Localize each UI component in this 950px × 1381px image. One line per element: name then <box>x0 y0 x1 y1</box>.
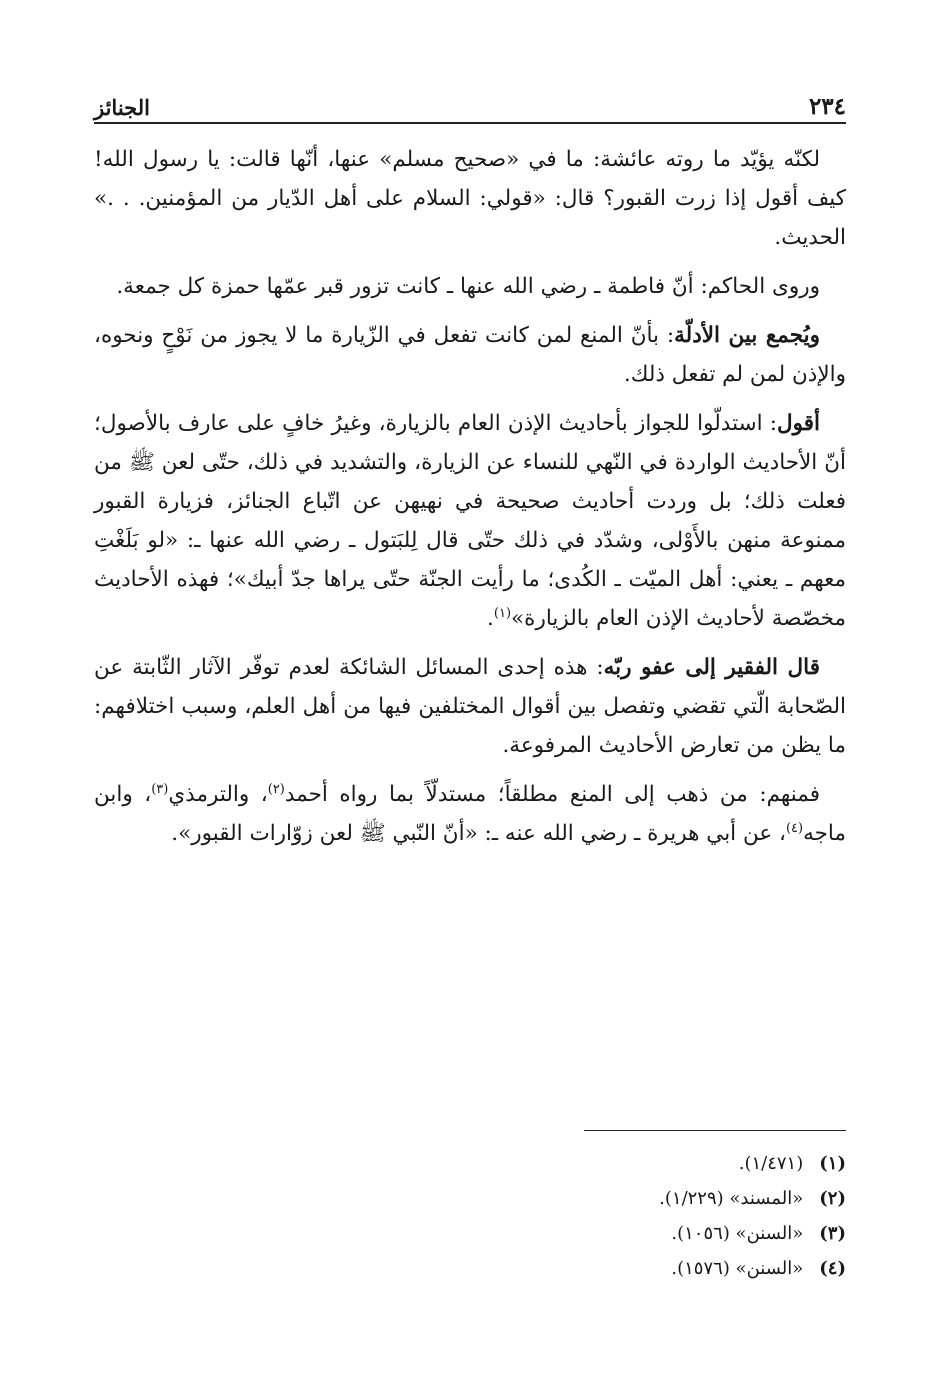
paragraph-text: : استدلّوا للجواز بأحاديث الإذن العام بالزيارة، وغيرُ خافٍ على عارف بالأصول؛ أنّ الأحاديث الواردة في النّهي للنساء عن الزيارة، والتشديد في ذلك، حتّى لعن ﷺ من فعلت ذلك؛ بل وردت أحاديث صحيحة في نهيهن عن اتّباع الجنائز، فزيارة القبور ممنوعة منهن بالأَوْلى، وشدّد في ذلك حتّى قال لِلبَتول ـ رضي الله عنها ـ: «لو بَلَغْتِ معهم ـ يعني: أهل الميّت ـ الكُدى؛ ما رأيت الجنّة حتّى يراها جدّ أبيك»؛ فهذه الأحاديث مخصّصة لأحاديث الإذن العام بالزيارة» <box>94 411 846 631</box>
paragraph-lead: قال الفقير إلى عفو ربّه <box>603 655 820 680</box>
footnote-ref[interactable]: (١) <box>493 605 512 621</box>
paragraph <box>94 316 846 394</box>
paragraph-text: وروى الحاكم: أنّ فاطمة ـ رضي الله عنها ـ كانت تزور قبر عمّها حمزة كل جمعة. <box>116 274 820 299</box>
paragraph-lead: ويُجمع بين الأدلّة <box>674 323 820 348</box>
paragraph-text: لكنّه يؤيّد ما روته عائشة: ما في «صحيح مسلم» عنها، أنّها قالت: يا رسول الله! كيف أقول إذا زرت القبور؟ قال: «قولي: السلام على أهل الدّيار من المؤمنين. . .» الحديث. <box>94 147 846 250</box>
footnote-text: «السنن» (١٥٧٦). <box>671 1258 804 1279</box>
footnote-text: «السنن» (١٠٥٦). <box>671 1223 804 1244</box>
footnote-ref[interactable]: (٣) <box>151 781 169 797</box>
footnote <box>94 1251 846 1286</box>
paragraph <box>94 775 846 853</box>
paragraph-text: . <box>487 606 494 631</box>
footnote-mark: (٣) <box>819 1223 846 1244</box>
chapter-title: الجنائز <box>94 95 150 120</box>
footnote-ref[interactable]: (٢) <box>267 781 285 797</box>
paragraph-text: ، عن أبي هريرة ـ رضي الله عنه ـ: «أنّ النّبي ﷺ لعن زوّارات القبور». <box>171 821 786 846</box>
paragraph <box>94 404 846 638</box>
footnote-ref[interactable]: (٤) <box>785 820 804 836</box>
footnote <box>94 1216 846 1251</box>
paragraph <box>94 140 846 257</box>
footnote <box>94 1146 846 1181</box>
paragraph <box>94 648 846 765</box>
footnote-text: (١/٤٧١). <box>738 1153 804 1174</box>
footnotes <box>94 1146 846 1286</box>
main-text <box>94 140 846 863</box>
footnote <box>94 1181 846 1216</box>
paragraph-text: : هذه إحدى المسائل الشائكة لعدم توفّر الآثار الثّابتة عن الصّحابة الّتي تقضي وتفصل بين أقوال المختلفين فيها من أهل العلم، وسبب اختلافهم: ما يظن من تعارض الأحاديث المرفوعة. <box>94 655 846 758</box>
paragraph-text: فمنهم: من ذهب إلى المنع مطلقاً؛ مستدلّاً بما رواه أحمد <box>284 782 820 807</box>
footnote-text: «المسند» (١/٢٢٩). <box>659 1188 804 1209</box>
paragraph-text: : بأنّ المنع لمن كانت تفعل في الزّيارة ما لا يجوز من نَوْحٍ ونحوه، والإذن لمن لم تفعل ذلك. <box>94 323 846 387</box>
footnote-mark: (١) <box>819 1153 846 1174</box>
footnote-mark: (٢) <box>819 1188 846 1209</box>
paragraph-text: ، والترمذي <box>168 782 268 807</box>
footnote-mark: (٤) <box>819 1258 846 1279</box>
paragraph-lead: أقول <box>777 411 820 436</box>
footnote-divider <box>584 1130 846 1131</box>
paragraph <box>94 267 846 306</box>
page-number: ٢٣٤ <box>808 93 846 120</box>
running-header <box>94 84 846 124</box>
paragraph-text: ، وابن ماجه <box>94 782 846 846</box>
